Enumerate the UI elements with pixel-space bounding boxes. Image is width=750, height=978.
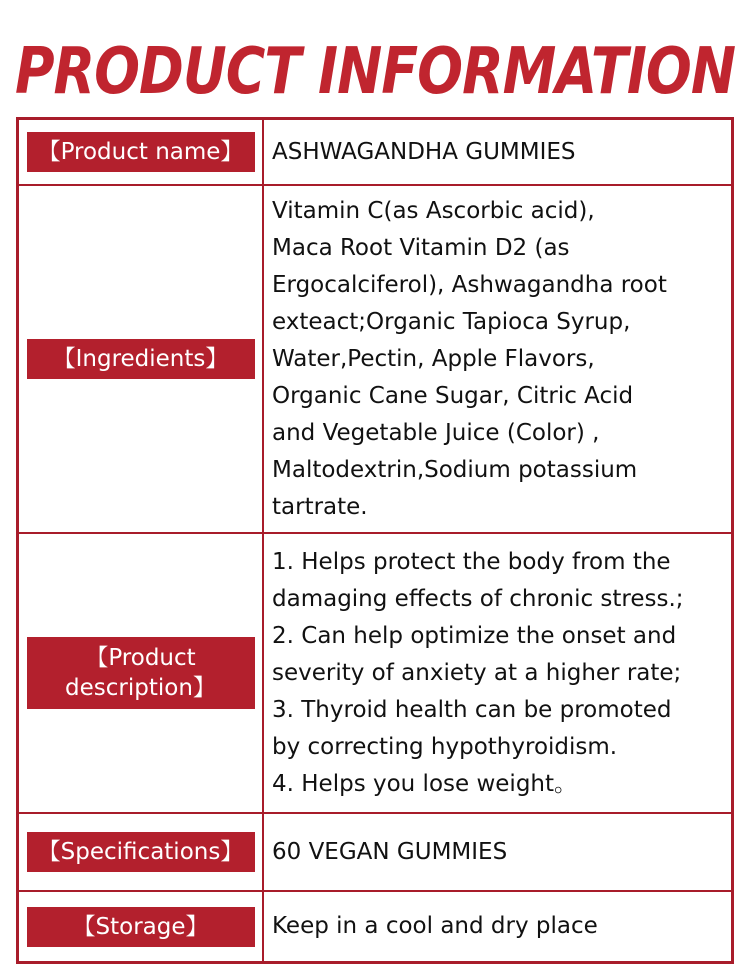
ingredients-value: Vitamin C(as Ascorbic acid), Maca Root Vitamin D2 (as Ergocalciferol), Ashwagandha root exteact;Organic Tapioca Syrup, Water,Pectin, Apple Flavors, Organic Cane Sugar, Citric Acid and Vegetable Juice (Color) , Maltodextrin,Sodium potassium tartrate. — [272, 197, 667, 520]
value-cell — [264, 814, 731, 890]
table-row-specifications — [19, 812, 731, 890]
value-cell — [264, 534, 731, 812]
product-name-label: 【Product name】 — [27, 132, 255, 172]
table-row-storage — [19, 890, 731, 961]
header — [0, 24, 750, 120]
label-cell — [19, 534, 264, 812]
product-description-value: 1. Helps protect the body from the damaging effects of chronic stress.; 2. Can help optimize the onset and severity of anxiety at a higher rate; 3. Thyroid health can be promoted by correcting hypothyroidism. 4. Helps you lose weight。 — [272, 548, 684, 797]
product-information-table — [16, 117, 734, 964]
value-cell — [264, 186, 731, 532]
label-cell — [19, 814, 264, 890]
specifications-value: 60 VEGAN GUMMIES — [272, 838, 508, 865]
label-cell — [19, 186, 264, 532]
storage-value: Keep in a cool and dry place — [272, 913, 598, 939]
specifications-label: 【Specifications】 — [27, 832, 255, 872]
label-cell — [19, 892, 264, 961]
product-description-label: 【Product description】 — [27, 637, 255, 709]
product-name-value: ASHWAGANDHA GUMMIES — [272, 138, 576, 165]
table-row-product-description — [19, 532, 731, 812]
label-cell — [19, 120, 264, 184]
table-row-ingredients — [19, 184, 731, 532]
table-row-product-name — [19, 120, 731, 184]
page-title: PRODUCT INFORMATION — [14, 34, 736, 109]
storage-label: 【Storage】 — [27, 907, 255, 947]
value-cell — [264, 892, 731, 961]
ingredients-label: 【Ingredients】 — [27, 339, 255, 379]
value-cell — [264, 120, 731, 184]
